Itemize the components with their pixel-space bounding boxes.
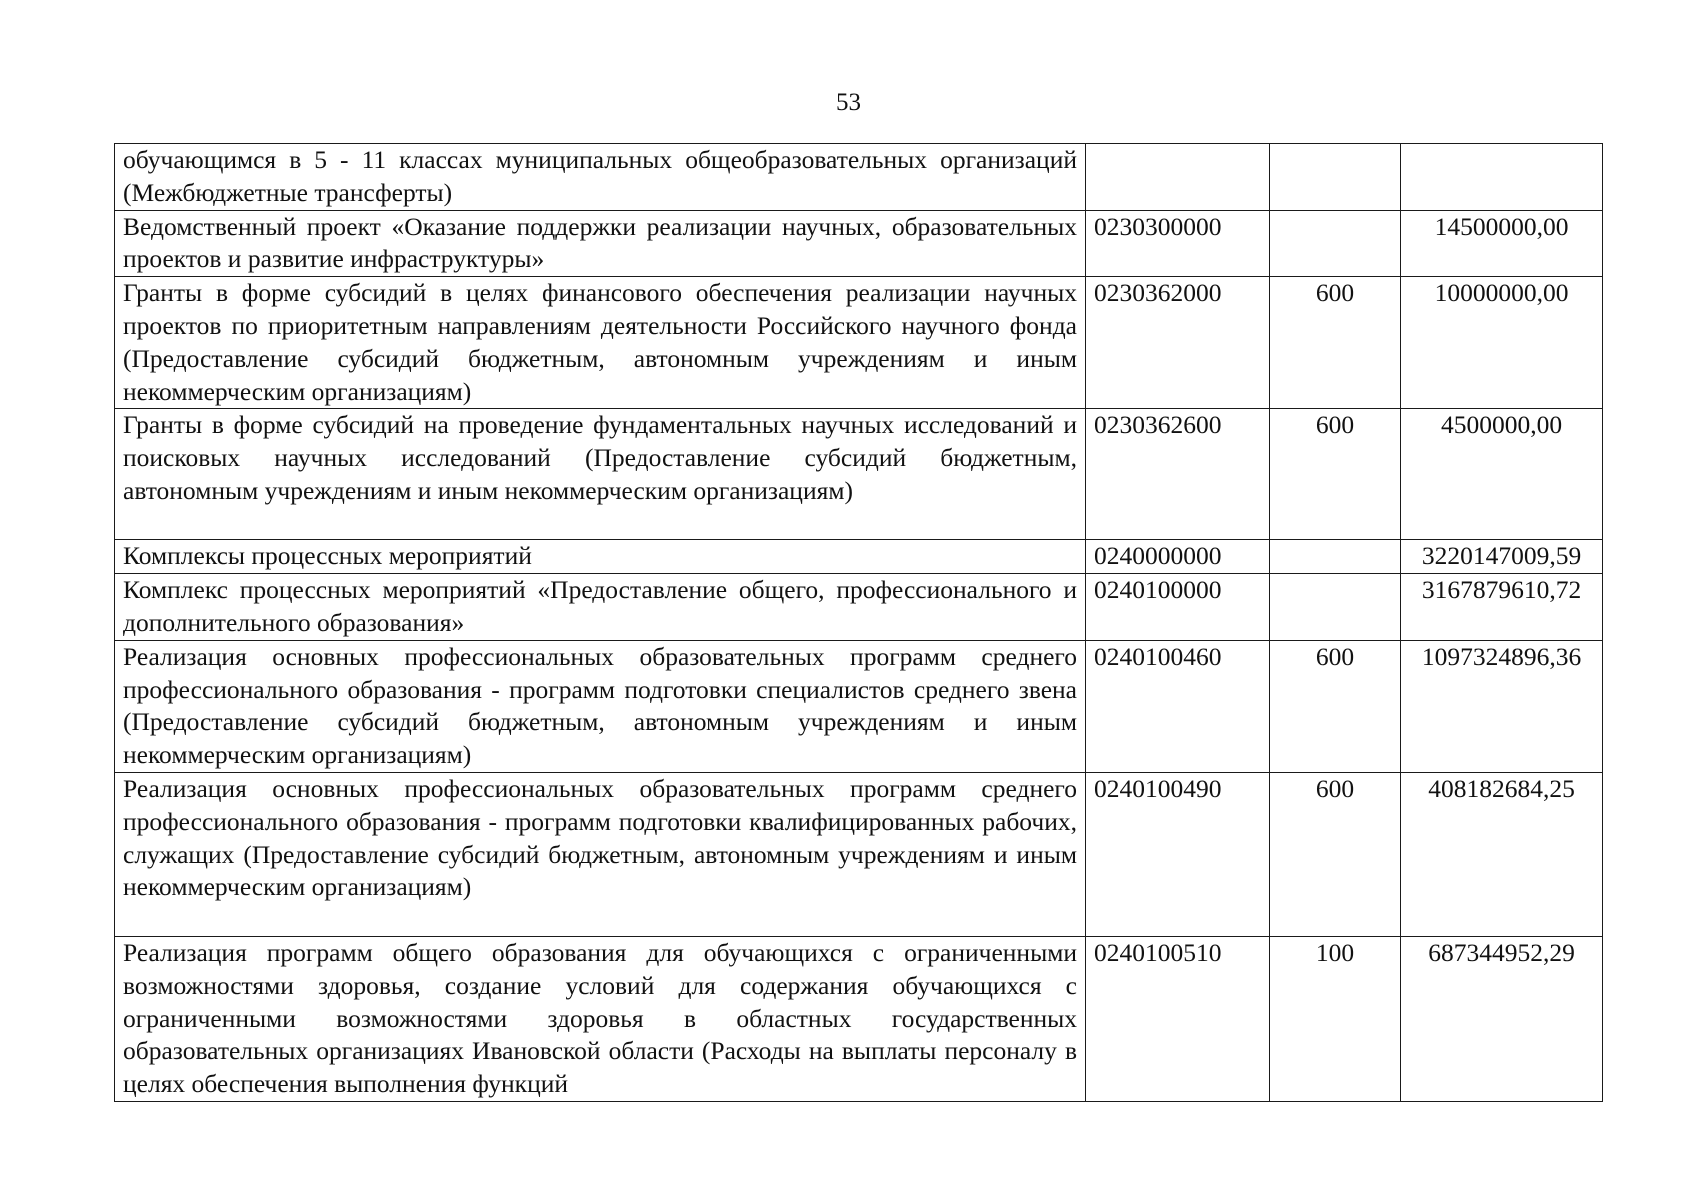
row-expense-type [1270, 540, 1401, 574]
row-amount: 687344952,29 [1401, 936, 1603, 1101]
table-row [115, 936, 1603, 1101]
budget-table [114, 143, 1603, 1102]
row-code: 0240100510 [1086, 936, 1270, 1101]
row-code: 0240100490 [1086, 772, 1270, 936]
page-number: 53 [836, 89, 861, 116]
row-code: 0240100460 [1086, 640, 1270, 772]
row-amount: 3167879610,72 [1401, 574, 1603, 641]
row-amount: 408182684,25 [1401, 772, 1603, 936]
row-name: Реализация программ общего образования для обучающихся с ограниченными возможностями здоровья, создание условий для содержания обучающихся с ограниченными возможностями здоровья в областных государственных образовательных организациях Ивановской области (Расходы на выплаты персоналу в целях обеспечения выполнения функций [115, 936, 1086, 1101]
row-name: Реализация основных профессиональных образовательных программ среднего профессионального образования - программ подготовки квалифицированных рабочих, служащих (Предоставление субсидий бюджетным, автономным учреждениям и иным некоммерческим организациям) [115, 772, 1086, 936]
table-row [115, 574, 1603, 641]
row-name: Гранты в форме субсидий в целях финансового обеспечения реализации научных проектов по приоритетным направлениям деятельности Российского научного фонда (Предоставление субсидий бюджетным, автономным учреждениям и иным некоммерческим организациям) [115, 277, 1086, 409]
row-code: 0240000000 [1086, 540, 1270, 574]
row-name: Комплексы процессных мероприятий [115, 540, 1086, 574]
table-row [115, 409, 1603, 540]
table-row [115, 640, 1603, 772]
table-row [115, 540, 1603, 574]
row-code: 0230300000 [1086, 210, 1270, 277]
row-expense-type: 600 [1270, 277, 1401, 409]
row-name: Гранты в форме субсидий на проведение фундаментальных научных исследований и поисковых научных исследований (Предоставление субсидий бюджетным, автономным учреждениям и иным некоммерческим организациям) [115, 409, 1086, 540]
row-name: Ведомственный проект «Оказание поддержки реализации научных, образовательных проектов и развитие инфраструктуры» [115, 210, 1086, 277]
row-name: Комплекс процессных мероприятий «Предоставление общего, профессионального и дополнительного образования» [115, 574, 1086, 641]
row-expense-type: 600 [1270, 772, 1401, 936]
row-expense-type [1270, 144, 1401, 211]
row-code: 0240100000 [1086, 574, 1270, 641]
row-amount: 1097324896,36 [1401, 640, 1603, 772]
table-row [115, 210, 1603, 277]
table-row [115, 277, 1603, 409]
row-expense-type [1270, 210, 1401, 277]
row-expense-type: 600 [1270, 409, 1401, 540]
row-name: Реализация основных профессиональных образовательных программ среднего профессионального образования - программ подготовки специалистов среднего звена (Предоставление субсидий бюджетным, автономным учреждениям и иным некоммерческим организациям) [115, 640, 1086, 772]
row-expense-type [1270, 574, 1401, 641]
row-amount: 14500000,00 [1401, 210, 1603, 277]
table-row [115, 144, 1603, 211]
table-row [115, 772, 1603, 936]
row-amount: 10000000,00 [1401, 277, 1603, 409]
row-amount: 3220147009,59 [1401, 540, 1603, 574]
row-amount [1401, 144, 1603, 211]
row-name: обучающимся в 5 - 11 классах муниципальных общеобразовательных организаций (Межбюджетные трансферты) [115, 144, 1086, 211]
row-amount: 4500000,00 [1401, 409, 1603, 540]
row-code [1086, 144, 1270, 211]
row-expense-type: 100 [1270, 936, 1401, 1101]
row-code: 0230362600 [1086, 409, 1270, 540]
row-expense-type: 600 [1270, 640, 1401, 772]
row-code: 0230362000 [1086, 277, 1270, 409]
